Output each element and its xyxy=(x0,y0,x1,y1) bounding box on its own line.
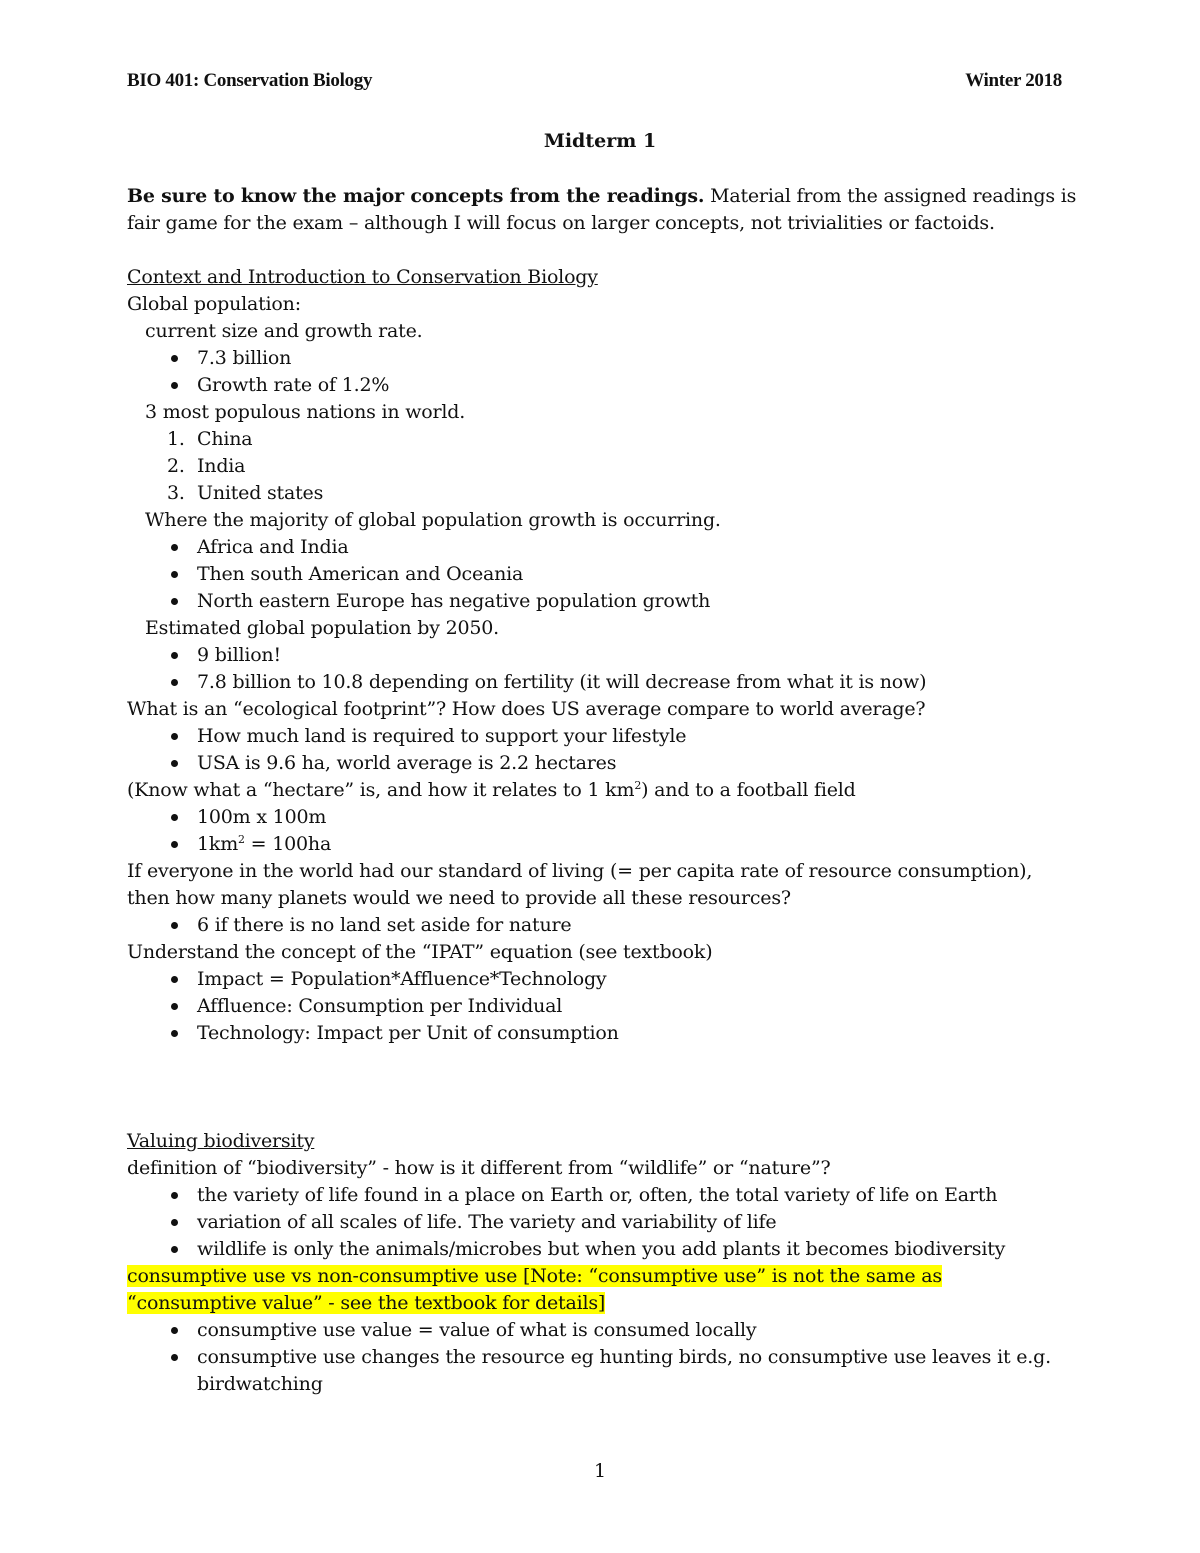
list-item: USA is 9.6 ha, world average is 2.2 hectares xyxy=(127,750,1077,777)
question-nations: 3 most populous nations in world. xyxy=(145,401,466,423)
bullet-icon xyxy=(171,1327,178,1334)
bullet-icon xyxy=(171,814,178,821)
list-item: 3. United states xyxy=(167,482,324,504)
list-item: Impact = Population*Affluence*Technology xyxy=(127,966,1077,993)
question-footprint: What is an “ecological footprint”? How does US average compare to world average? xyxy=(127,698,926,720)
list-item: 9 billion! xyxy=(127,642,1077,669)
question-planets: If everyone in the world had our standard of living (= per capita rate of resource consumption), then how many planets would we need to provide all these resources? xyxy=(127,860,1033,909)
bullet-icon xyxy=(171,922,178,929)
document-body xyxy=(127,183,1077,1398)
bullet-icon xyxy=(171,1219,178,1226)
intro-bold: Be sure to know the major concepts from the readings. xyxy=(127,185,705,207)
list-item: Technology: Impact per Unit of consumption xyxy=(127,1020,1077,1047)
list-item: How much land is required to support your lifestyle xyxy=(127,723,1077,750)
highlighted-note-line-2: “consumptive value” - see the textbook for details] xyxy=(127,1292,606,1314)
list-item: Africa and India xyxy=(127,534,1077,561)
intro-paragraph xyxy=(127,183,1077,237)
highlighted-note-line-1: consumptive use vs non-consumptive use [Note: “consumptive use” is not the same as xyxy=(127,1265,942,1287)
bullet-icon xyxy=(171,733,178,740)
bullet-icon xyxy=(171,1354,178,1361)
bullet-icon xyxy=(171,382,178,389)
list-item: variation of all scales of life. The variety and variability of life xyxy=(127,1209,1077,1236)
list-item: $1km^2 = 100ha$ xyxy=(127,831,1077,858)
bullet-icon xyxy=(171,841,178,848)
question-definition: definition of “biodiversity” - how is it different from “wildlife” or “nature”? xyxy=(127,1157,831,1179)
bullet-icon xyxy=(171,652,178,659)
list-item: consumptive use value = value of what is consumed locally xyxy=(127,1317,1077,1344)
list-item: 7.3 billion xyxy=(127,345,1077,372)
bullet-icon xyxy=(171,544,178,551)
bullet-icon xyxy=(171,1003,178,1010)
page-title: Midterm 1 xyxy=(543,130,657,152)
list-item: 6 if there is no land set aside for nature xyxy=(127,912,1077,939)
term-label: Winter 2018 xyxy=(965,70,1062,91)
bullet-icon xyxy=(171,1246,178,1253)
global-population-label: Global population: xyxy=(127,293,301,315)
bullet-icon xyxy=(171,355,178,362)
bullet-icon xyxy=(171,598,178,605)
course-title: BIO 401: Conservation Biology xyxy=(127,70,373,91)
list-item: Affluence: Consumption per Individual xyxy=(127,993,1077,1020)
question-ipat: Understand the concept of the “IPAT” equation (see textbook) xyxy=(127,941,713,963)
bullet-icon xyxy=(171,760,178,767)
bullet-icon xyxy=(171,571,178,578)
list-item: North eastern Europe has negative population growth xyxy=(127,588,1077,615)
list-item: 7.8 billion to 10.8 depending on fertility (it will decrease from what it is now) xyxy=(127,669,1077,696)
list-item: 2. India xyxy=(167,455,246,477)
question-size: current size and growth rate. xyxy=(145,320,423,342)
question-growth: Where the majority of global population growth is occurring. xyxy=(145,509,721,531)
bullet-icon xyxy=(171,1192,178,1199)
section-heading-biodiversity: Valuing biodiversity xyxy=(127,1130,315,1152)
list-item: Growth rate of 1.2% xyxy=(127,372,1077,399)
list-item: 1. China xyxy=(167,428,253,450)
bullet-icon xyxy=(171,1030,178,1037)
page-number: 1 xyxy=(593,1460,607,1482)
section-heading-context: Context and Introduction to Conservation Biology xyxy=(127,266,598,288)
intro-rest: Material from the assigned readings is fair game for the exam – although I will focus on larger concepts, not trivialities or factoids. xyxy=(127,185,1077,234)
list-item: consumptive use changes the resource eg hunting birds, no consumptive use leaves it e.g. birdwatching xyxy=(127,1344,1077,1398)
list-item: 100m x 100m xyxy=(127,804,1077,831)
question-hectare: (Know what a “hectare” is, and how it relates to 1 $km^2$) and to a football field xyxy=(127,779,856,801)
list-item: wildlife is only the animals/microbes but when you add plants it becomes biodiversity xyxy=(127,1236,1077,1263)
question-2050: Estimated global population by 2050. xyxy=(145,617,500,639)
bullet-icon xyxy=(171,679,178,686)
bullet-icon xyxy=(171,976,178,983)
list-item: Then south American and Oceania xyxy=(127,561,1077,588)
list-item: the variety of life found in a place on Earth or, often, the total variety of life on Earth xyxy=(127,1182,1077,1209)
